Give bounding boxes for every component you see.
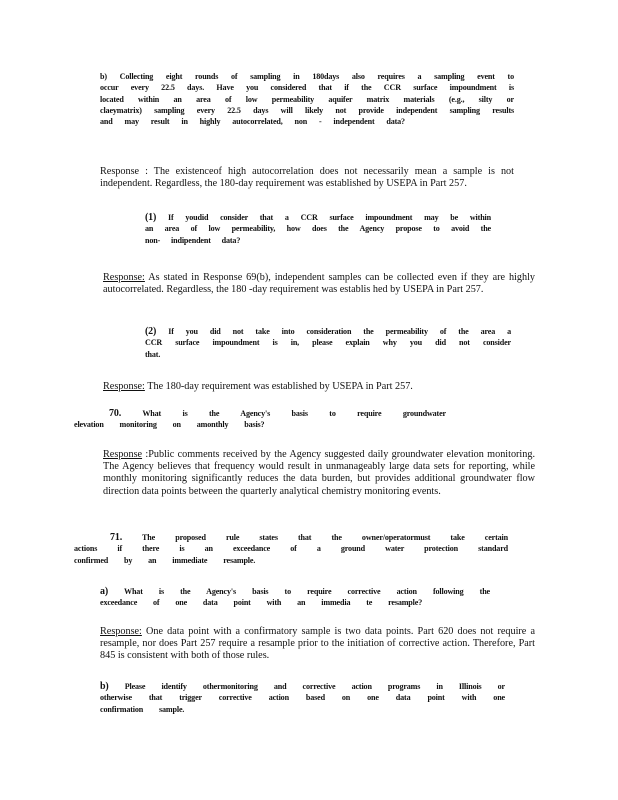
- response-69b: [100, 166, 514, 190]
- response-label: Response:: [100, 626, 142, 637]
- question-text: What is the Agency's basis to require groundwater elevation monitoring on amonthly basis?: [74, 409, 446, 430]
- response-text: One data point with a confirmatory sample is two data points. Part 620 does not require a resample, nor does Part 257 require a resample prior to the initiation of corrective action. Therefore, Part 845 is consistent with both of those rules.: [100, 626, 535, 662]
- question-71b: [100, 681, 505, 715]
- response-71a: [100, 626, 535, 663]
- response-text: :Public comments received by the Agency suggested daily groundwater elevation monitoring. The Agency believes that frequency would result in unmanageably large data sets for reporting, while monthly monitoring significantly reduces the data burden, but provides additional groundwater flow direction data points between the quarterly analytical chemistry monitoring events.: [103, 449, 535, 497]
- response-label: Response:: [103, 381, 145, 392]
- question-text: If you did not take into consideration the permeability of the area a CCR surface impoundment is in, please explain why you did not consider that.: [145, 327, 511, 359]
- question-label: b): [100, 72, 107, 81]
- question-label: 71.: [110, 532, 123, 543]
- question-text: What is the Agency's basis to require corrective action following the exceedance of one data point with an immedia te resample?: [100, 587, 490, 608]
- response-label: Response: [103, 449, 143, 460]
- question-69b: [100, 71, 514, 127]
- question-label: a): [100, 586, 109, 597]
- response-69b-2: [103, 381, 535, 393]
- response-text: The 180-day requirement was established by USEPA in Part 257.: [144, 381, 413, 392]
- question-label: (2): [145, 326, 157, 337]
- response-text: As stated in Response 69(b), independent samples can be collected even if they are highly autocorrelated. Regardless, the 180 -day requirement was establis hed by USEPA in Part 257.: [103, 272, 535, 296]
- question-69b-1: [145, 212, 491, 246]
- question-text: If youdid consider that a CCR surface impoundment may be within an area of low permeability, how does the Agency propose to avoid the non- indipendent data?: [145, 213, 491, 245]
- response-label: Response:: [103, 272, 145, 283]
- question-label: 70.: [109, 408, 122, 419]
- response-69b-1: [103, 272, 535, 296]
- question-text: Please identify othermonitoring and corrective action programs in Illinois or otherwise that trigger corrective action based on one data point with one confirmation sample.: [100, 682, 505, 714]
- question-71: [74, 532, 508, 566]
- question-text: Collecting eight rounds of sampling in 180days also requires a sampling event to occur every 22.5 days. Have you considered that if the CCR surface impoundment is located within an area of low permeability aquifer matrix materials (e.g., silty or claeymatrix) sampling every 22.5 days will likely not provide independent sampling results and may result in highly autocorrelated, non - independent data?: [100, 72, 514, 127]
- question-70: [74, 408, 446, 431]
- question-text: The proposed rule states that the owner/operatormust take certain actions if there is an exceedance of a ground water protection standard confirmed by an immediate resample.: [74, 533, 508, 565]
- question-69b-2: [145, 326, 511, 360]
- question-label: (1): [145, 212, 157, 223]
- response-text: : The existenceof high autocorrelation does not necessarily mean a sample is not independent. Regardless, the 180-day requirement was established by USEPA in Part 257.: [100, 166, 514, 190]
- response-70: [103, 449, 535, 498]
- question-label: b): [100, 681, 109, 692]
- response-label: Response: [100, 166, 140, 177]
- question-71a: [100, 586, 490, 609]
